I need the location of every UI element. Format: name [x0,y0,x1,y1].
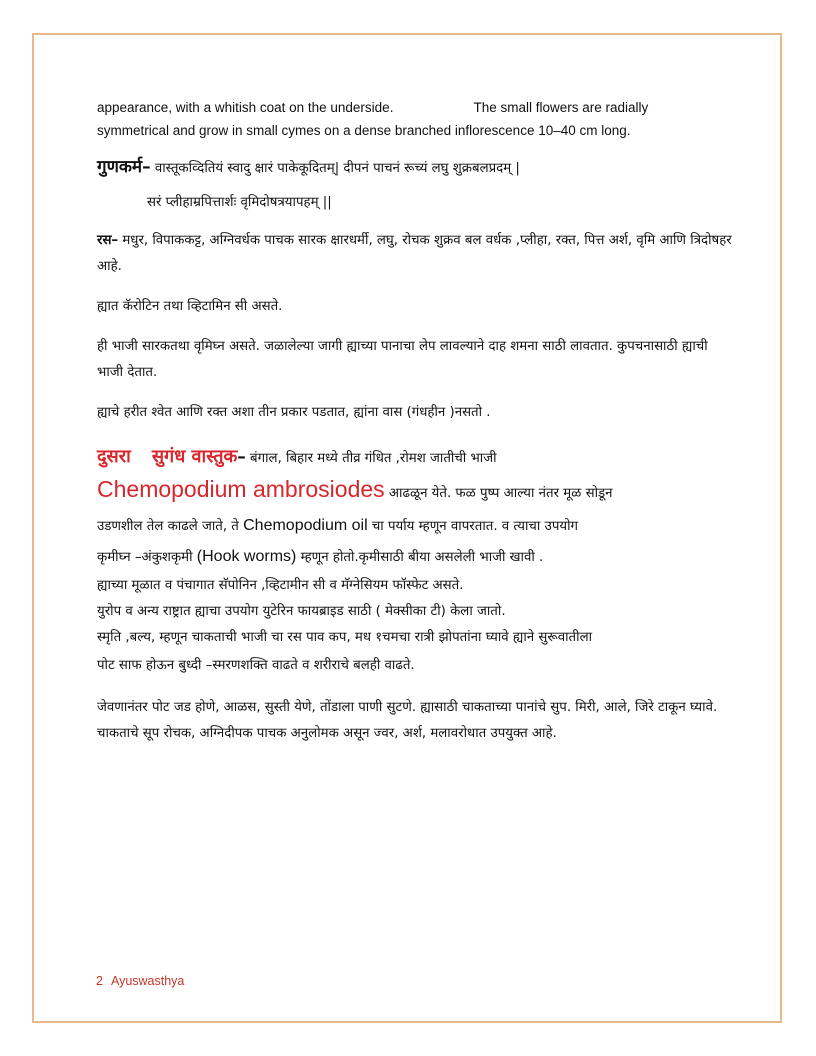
shloka-line1: वास्तूकव्दितियं स्वादु क्षारं पाकेकूदितम्| दीपनं पाचनं रूच्यं लघु शुक्रबलप्रदम् | [154,161,520,176]
section2-dash: – [237,447,246,467]
intro-line2: symmetrical and grow in small cymes on a dense branched inflorescence 10–40 cm long. [97,123,631,138]
shloka-line2: सरं प्लीहाम्रपित्तार्शः वृमिदोषत्रयापहम् || [147,195,332,210]
carotene-paragraph: ह्यात कॅरोटिन तथा व्हिटामिन सी असते. [97,299,283,314]
gunakarma-heading: गुणकर्म– [97,157,151,177]
colors-paragraph: ह्याचे हरीत श्वेत आणि रक्त अशा तीन प्रकार पडतात, ह्यांना वास (गंधहीन )नसतो . [97,405,491,420]
gunakarma-shloka [97,154,737,182]
rasa-paragraph [97,228,737,280]
rasa-text: मधुर, विपाककट्ट, अग्निवर्धक पाचक सारक क्षारधर्मी, लघु, रोचक शुक्रव बल वर्धक ,प्लीहा, रक्त, पित्त अर्श, वृमि आणि त्रिदोषहर आहे. [97,233,732,274]
section2-heading-line [97,444,737,472]
section2-line6: युरोप व अन्य राष्ट्रात ह्याचा उपयोग युटेरिन फायब्राइड साठी ( मेक्सीका टी) केला जातो. [97,604,506,619]
saraka-paragraph: ही भाजी सारकतथा वृमिघ्न असते. जळालेल्या जागी ह्याच्या पानाचा लेप लावल्याने दाह शमना साठी लावतात. कुपचनासाठी ह्याची भाजी देतात. [97,339,708,380]
section2-intro: बंगाल, बिहार मध्ये तीव्र गंधित ,रोमश जातीची भाजी [250,451,497,466]
section2-line4-a: कृमीघ्न –अंकुशकृमी [97,550,193,565]
section2-line3-b: चा पर्याय म्हणून वापरतात. व त्याचा उपयोग [371,519,579,534]
final-paragraph: जेवणानंतर पोट जड होणे, आळस, सुस्ती येणे, तोंडाला पाणी सुटणे. ह्यासाठी चाकताच्या पानांचे सुप. मिरी, आले, जिरे टाकून घ्यावे. चाकताचे सूप रोचक, अग्निदीपक पाचक अनुलोमक असून ज्वर, अर्श, मलावरोधात उपयुक्त आहे. [97,700,718,741]
section2-line4 [97,542,737,573]
chemopodium-oil: Chemopodium oil [243,517,368,534]
page-footer [96,974,184,988]
section-sugandh-vastuk [97,444,737,681]
page-content [97,96,737,747]
section2-line8: पोट साफ होऊन बुध्दी –स्मरणशक्ति वाढते व शरीराचे बलही वाढते. [97,658,415,673]
section2-line2 [97,472,737,511]
intro-line1b: The small flowers are radially [473,100,649,115]
section2-line3 [97,511,737,542]
intro-paragraph [97,96,737,142]
footer-title: Ayuswasthya [110,974,185,988]
section2-line5: ह्याच्या मूळात व पंचागात सॅपोनिन ,व्हिटामीन सी व मॅग्नेसियम फॉस्फेट असते. [97,578,464,593]
hook-worms: (Hook worms) [196,548,297,565]
section2-heading-b: सुगंध वास्तुक [151,446,238,467]
section2-line7: स्मृति ,बल्य, म्हणून चाकताची भाजी चा रस पाव कप, मध १चमचा रात्री झोपतांना घ्यावे ह्याने सुरूवातीला [97,630,593,645]
section2-line3-a: उडणशील तेल काढले जाते, ते [97,519,239,534]
rasa-label: रस– [97,233,119,248]
page-number: 2 [96,974,103,988]
section2-line2-rest: आढळून येते. फळ पुष्प आल्या नंतर मूळ सोडून [388,486,613,501]
section2-line4-b: म्हणून होतो.कृमीसाठी बीया असलेली भाजी खावी . [300,550,544,565]
section2-heading-a: दुसरा [97,446,131,467]
intro-line1a: appearance, with a whitish coat on the underside. [97,100,394,115]
latin-name: Chemopodium ambrosiodes [97,476,385,502]
